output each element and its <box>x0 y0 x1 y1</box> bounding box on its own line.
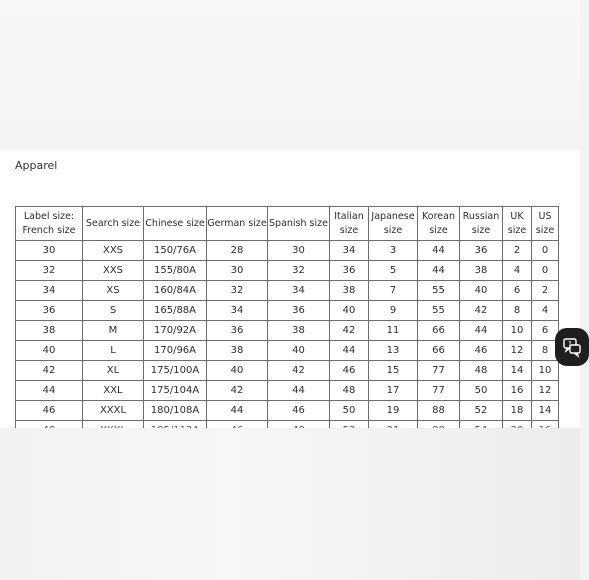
table-row <box>16 401 559 421</box>
table-cell: 34 <box>268 281 330 301</box>
table-cell: 17 <box>369 381 418 401</box>
size-conversion-table <box>15 206 559 441</box>
table-cell: 52 <box>460 401 503 421</box>
table-cell: 40 <box>268 341 330 361</box>
table-cell: 50 <box>460 381 503 401</box>
table-cell: 44 <box>330 341 369 361</box>
table-cell: L <box>83 341 144 361</box>
table-row <box>16 381 559 401</box>
table-cell: 40 <box>330 301 369 321</box>
table-cell: 170/96A <box>144 341 207 361</box>
table-cell: 16 <box>503 381 532 401</box>
table-cell: 66 <box>418 341 460 361</box>
table-cell: 40 <box>207 361 268 381</box>
table-cell: 13 <box>369 341 418 361</box>
table-row <box>16 301 559 321</box>
table-cell: 12 <box>532 381 559 401</box>
column-header: UK size <box>503 207 532 241</box>
table-cell: 0 <box>532 261 559 281</box>
table-cell: 44 <box>207 401 268 421</box>
table-cell: 42 <box>16 361 83 381</box>
table-cell: 10 <box>503 321 532 341</box>
table-row <box>16 341 559 361</box>
table-cell: 175/100A <box>144 361 207 381</box>
table-cell: 10 <box>532 361 559 381</box>
svg-text:?: ? <box>568 340 572 348</box>
table-cell: 170/92A <box>144 321 207 341</box>
table-row <box>16 321 559 341</box>
table-cell: 18 <box>503 401 532 421</box>
table-cell: 32 <box>16 261 83 281</box>
section-title: Apparel <box>15 159 58 172</box>
size-guide-panel <box>0 150 580 428</box>
table-cell: 46 <box>460 341 503 361</box>
table-row <box>16 241 559 261</box>
table-cell: 44 <box>460 321 503 341</box>
table-cell: 44 <box>268 381 330 401</box>
table-cell: 36 <box>16 301 83 321</box>
table-cell: S <box>83 301 144 321</box>
table-cell: 77 <box>418 361 460 381</box>
table-cell: 44 <box>418 241 460 261</box>
table-cell: 32 <box>207 281 268 301</box>
table-cell: 38 <box>330 281 369 301</box>
column-header: German size <box>207 207 268 241</box>
table-cell: 8 <box>503 301 532 321</box>
table-cell: XXL <box>83 381 144 401</box>
column-header: Russian size <box>460 207 503 241</box>
table-cell: 46 <box>330 361 369 381</box>
table-cell: 14 <box>503 361 532 381</box>
table-cell: 42 <box>207 381 268 401</box>
table-cell: 160/84A <box>144 281 207 301</box>
chat-help-icon <box>562 337 582 357</box>
bottom-blank-area <box>0 428 580 580</box>
table-cell: 42 <box>330 321 369 341</box>
table-cell: 180/108A <box>144 401 207 421</box>
table-cell: 6 <box>503 281 532 301</box>
table-cell: 42 <box>268 361 330 381</box>
chat-help-button[interactable] <box>555 328 589 366</box>
table-cell: 2 <box>503 241 532 261</box>
table-cell: 38 <box>207 341 268 361</box>
table-cell: 55 <box>418 301 460 321</box>
table-cell: 48 <box>330 381 369 401</box>
table-cell: 38 <box>16 321 83 341</box>
table-cell: 44 <box>418 261 460 281</box>
table-cell: 36 <box>268 301 330 321</box>
table-cell: 36 <box>330 261 369 281</box>
table-cell: 77 <box>418 381 460 401</box>
table-cell: 40 <box>460 281 503 301</box>
column-header: Chinese size <box>144 207 207 241</box>
table-cell: 175/104A <box>144 381 207 401</box>
table-cell: XXS <box>83 241 144 261</box>
table-cell: 30 <box>16 241 83 261</box>
table-header-row <box>16 207 559 241</box>
table-cell: XXXL <box>83 401 144 421</box>
table-cell: 34 <box>330 241 369 261</box>
table-cell: 9 <box>369 301 418 321</box>
table-cell: 66 <box>418 321 460 341</box>
table-row <box>16 281 559 301</box>
column-header: Italian size <box>330 207 369 241</box>
table-cell: 40 <box>16 341 83 361</box>
top-blank-area <box>0 0 580 150</box>
table-cell: 8 <box>532 341 559 361</box>
table-cell: 28 <box>207 241 268 261</box>
table-cell: XL <box>83 361 144 381</box>
column-header: US size <box>532 207 559 241</box>
table-cell: 88 <box>418 401 460 421</box>
table-cell: 42 <box>460 301 503 321</box>
table-cell: 48 <box>460 361 503 381</box>
table-cell: 36 <box>460 241 503 261</box>
table-cell: 11 <box>369 321 418 341</box>
table-cell: M <box>83 321 144 341</box>
table-cell: 3 <box>369 241 418 261</box>
table-cell: 4 <box>503 261 532 281</box>
table-cell: 38 <box>268 321 330 341</box>
table-cell: 30 <box>268 241 330 261</box>
table-cell: 30 <box>207 261 268 281</box>
table-cell: 44 <box>16 381 83 401</box>
column-header: Korean size <box>418 207 460 241</box>
table-cell: 14 <box>532 401 559 421</box>
table-cell: 4 <box>532 301 559 321</box>
table-cell: 6 <box>532 321 559 341</box>
table-cell: 0 <box>532 241 559 261</box>
column-header: Spanish size <box>268 207 330 241</box>
column-header: Search size <box>83 207 144 241</box>
column-header: Japanese size <box>369 207 418 241</box>
table-cell: 46 <box>16 401 83 421</box>
table-cell: XS <box>83 281 144 301</box>
table-cell: 46 <box>268 401 330 421</box>
table-cell: 19 <box>369 401 418 421</box>
table-cell: 36 <box>207 321 268 341</box>
table-body <box>16 241 559 441</box>
table-cell: 15 <box>369 361 418 381</box>
table-cell: 50 <box>330 401 369 421</box>
table-cell: 5 <box>369 261 418 281</box>
table-cell: 38 <box>460 261 503 281</box>
table-cell: 34 <box>207 301 268 321</box>
table-cell: 34 <box>16 281 83 301</box>
table-cell: 150/76A <box>144 241 207 261</box>
table-row <box>16 361 559 381</box>
table-cell: 155/80A <box>144 261 207 281</box>
table-cell: 12 <box>503 341 532 361</box>
table-cell: 32 <box>268 261 330 281</box>
table-cell: 165/88A <box>144 301 207 321</box>
table-cell: 2 <box>532 281 559 301</box>
table-cell: XXS <box>83 261 144 281</box>
table-cell: 55 <box>418 281 460 301</box>
column-header: Label size: French size <box>16 207 83 241</box>
table-cell: 7 <box>369 281 418 301</box>
table-row <box>16 261 559 281</box>
